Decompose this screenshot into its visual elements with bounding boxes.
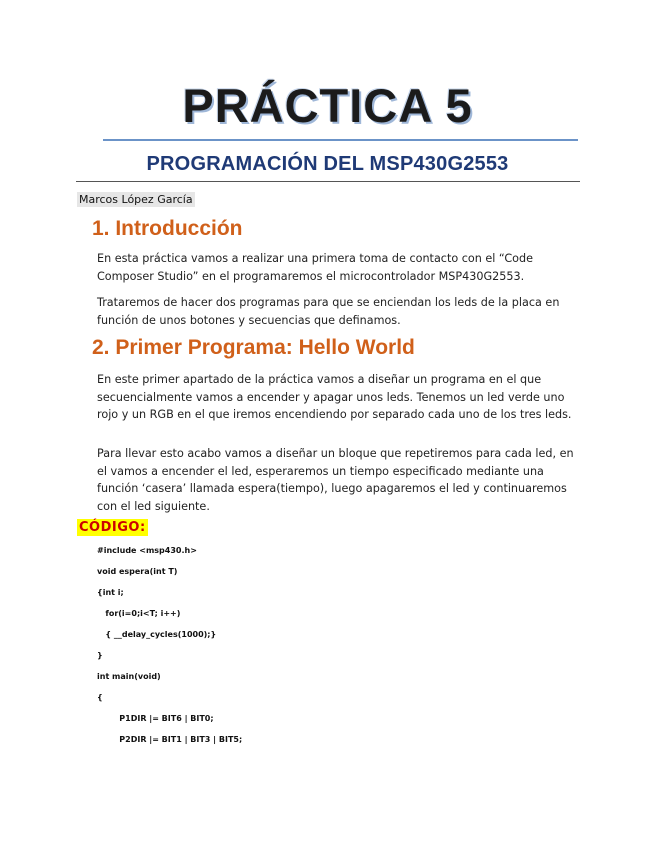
code-line: P1DIR |= BIT6 | BIT0; [97, 714, 214, 723]
code-line: {int i; [97, 588, 124, 597]
code-line: void espera(int T) [97, 567, 178, 576]
intro-paragraph-1: En esta práctica vamos a realizar una primera toma de contacto con el “Code Composer Studio” en el programaremos el microcontrolador MSP430G2553. [97, 252, 533, 283]
section-heading-primer-programa: 2. Primer Programa: Hello World [92, 336, 415, 359]
intro-paragraph-2: Trataremos de hacer dos programas para que se enciendan los leds de la placa en función de unos botones y secuencias que definamos. [97, 296, 560, 327]
author-name: Marcos López García [79, 193, 193, 206]
code-label: CÓDIGO: [79, 520, 146, 535]
document-subtitle: PROGRAMACIÓN DEL MSP430G2553 [146, 153, 509, 175]
title-underline [103, 139, 578, 141]
subtitle-underline [76, 181, 580, 182]
code-block [97, 545, 242, 755]
code-line: for(i=0;i<T; i++) [97, 609, 181, 618]
section-heading-introduccion: 1. Introducción [92, 217, 243, 240]
code-line: int main(void) [97, 672, 161, 681]
code-line: } [97, 651, 103, 660]
code-line: #include <msp430.h> [97, 546, 197, 555]
document-title: PRÁCTICA 5 [182, 79, 473, 132]
program-paragraph-1: En este primer apartado de la práctica vamos a diseñar un programa en el que secuencialmente vamos a encender y apagar unos leds. Tenemos un led verde uno rojo y un RGB en el que iremos encendiendo por separado cada uno de los tres leds. [97, 373, 572, 421]
program-paragraph-2: Para llevar esto acabo vamos a diseñar un bloque que repetiremos para cada led, en el vamos a encender el led, esperaremos un tiempo especificado mediante una función ‘casera’ llamada espera(tiempo), luego apagaremos el led y continuaremos con el led siguiente. [97, 447, 574, 513]
code-line: P2DIR |= BIT1 | BIT3 | BIT5; [97, 735, 243, 744]
code-line: { [97, 693, 103, 702]
code-line: { __delay_cycles(1000);} [97, 630, 217, 639]
